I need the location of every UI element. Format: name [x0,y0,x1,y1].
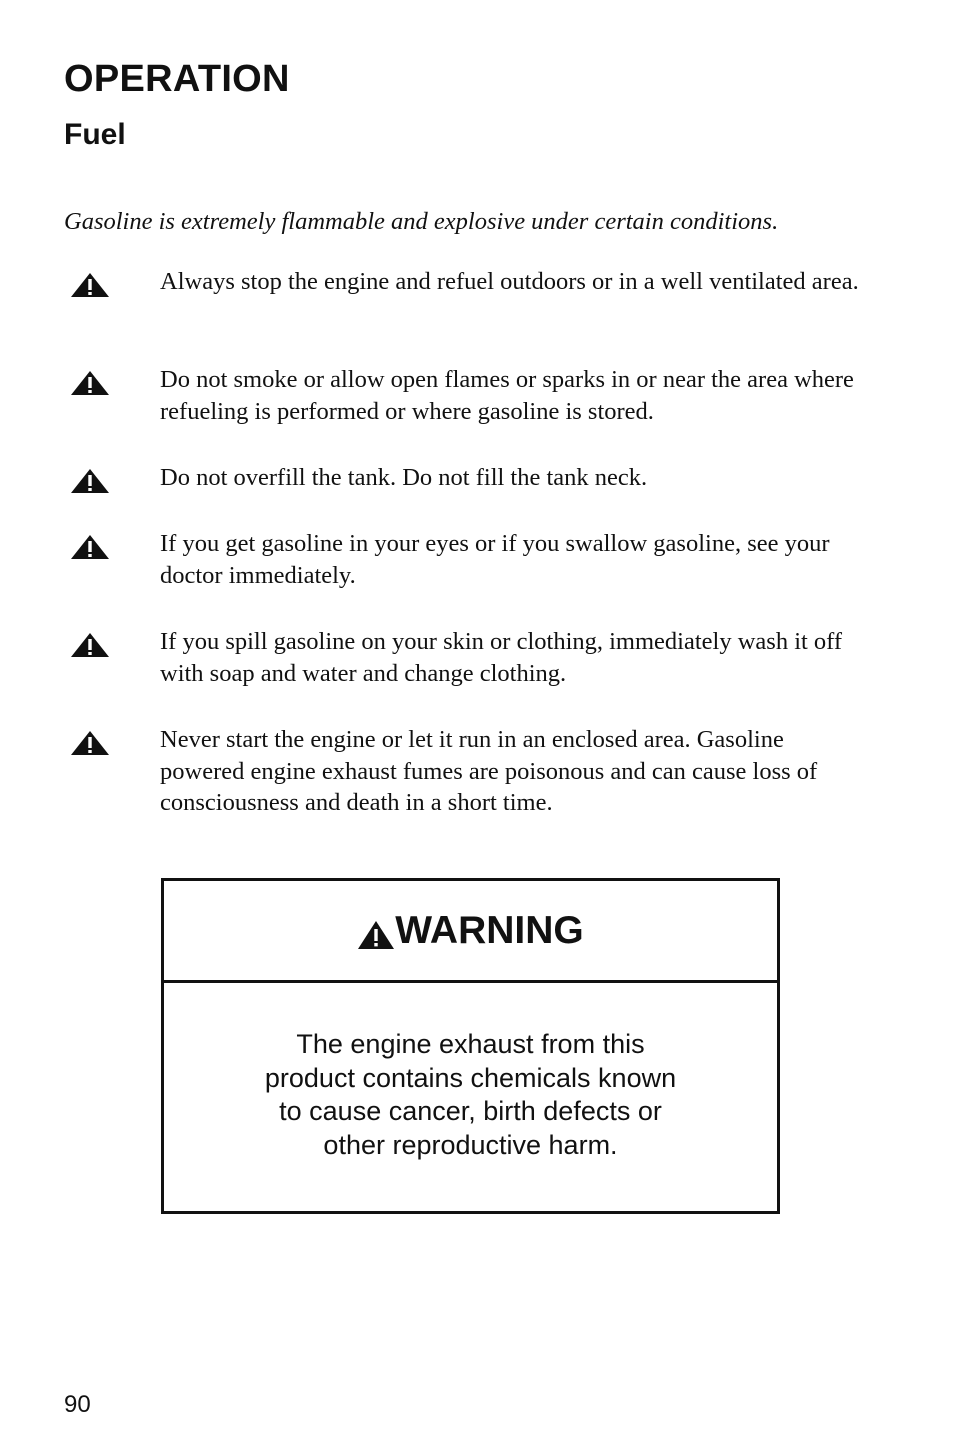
warning-line: product contains chemicals known [264,1062,677,1093]
hazard-text: If you spill gasoline on your skin or clothing, immediately wash it off with soap and water and change clothing. [160,628,843,687]
warning-triangle-icon [70,632,110,658]
hazard-text: Do not overfill the tank. Do not fill the tank neck. [160,464,648,491]
hazard-text: Never start the engine or let it run in an enclosed area. Gasoline powered engine exhaust fumes are poisonous and can cause loss of consciousness and death in a short time. [160,726,818,816]
warning-triangle-icon [70,468,110,494]
warning-body [164,983,777,1162]
warning-header [164,881,777,983]
page-number: 90 [64,1391,91,1418]
warning-triangle-icon [70,730,110,756]
warning-line: The engine exhaust from this [296,1029,645,1059]
warning-triangle-icon [70,370,110,396]
warning-title: WARNING [395,908,584,952]
hazard-text: Do not smoke or allow open flames or sparks in or near the area where refueling is performed or where gasoline is stored. [160,366,854,425]
intro-text: Gasoline is extremely flammable and explosive under certain conditions. [64,208,779,235]
warning-triangle-icon [70,272,110,298]
hazard-text: If you get gasoline in your eyes or if you swallow gasoline, see your doctor immediately. [160,530,830,589]
warning-line: to cause cancer, birth defects or [279,1096,662,1126]
warning-triangle-icon [70,534,110,560]
warning-line: other reproductive harm. [323,1129,618,1160]
warning-box [161,878,780,1214]
section-title: OPERATION [64,58,290,100]
hazard-text: Always stop the engine and refuel outdoors or in a well ventilated area. [160,268,859,295]
subsection-title: Fuel [64,118,126,151]
warning-triangle-icon [357,920,395,950]
